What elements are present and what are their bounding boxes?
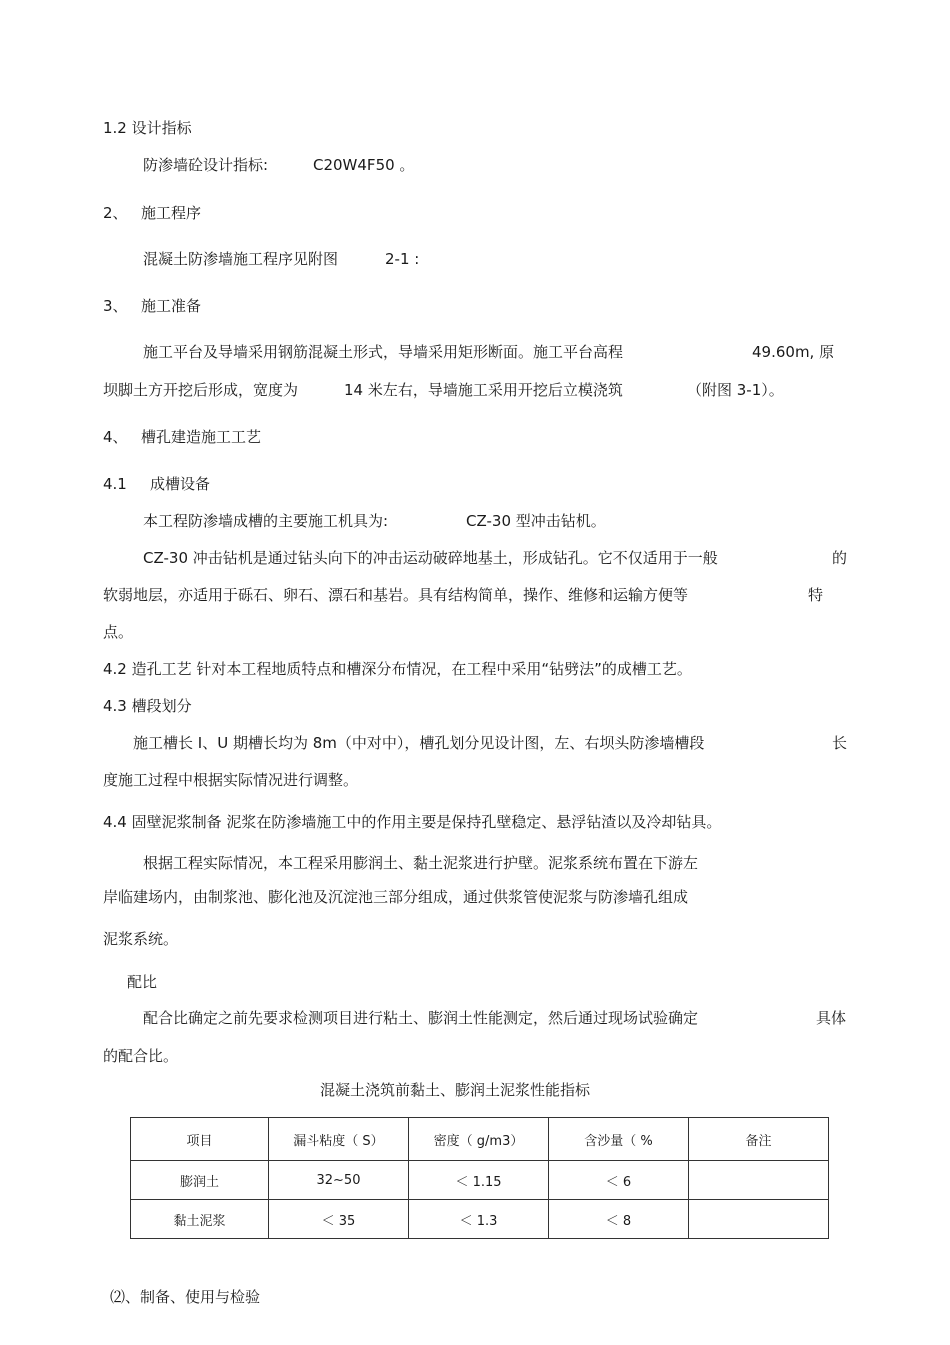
table-cell: ＜ 1.15 xyxy=(409,1161,549,1200)
subsection-2-heading: ⑵、制备、使用与检验 xyxy=(110,1288,261,1306)
section-4-number: 4、 xyxy=(103,428,128,446)
table-cell: ＜ 35 xyxy=(269,1200,409,1239)
mud-line-2: 岸临建场内，由制浆池、膨化池及沉淀池三部分组成，通过供浆管使泥浆与防渗墙孔组成 xyxy=(103,888,689,906)
ratio-line-2: 的配合比。 xyxy=(103,1047,179,1065)
prep-paragraph-line-2a: 坝脚土方开挖后形成，宽度为 xyxy=(103,381,299,399)
table-cell xyxy=(689,1200,829,1239)
slot-line-1a: 施工槽长 Ⅰ、U 期槽长均为 8m（中对中），槽孔划分见设计图，左、右坝头防渗墙槽段 xyxy=(133,734,705,752)
slot-line-2: 度施工过程中根据实际情况进行调整。 xyxy=(103,771,359,789)
equipment-line-2a: CZ-30 冲击钻机是通过钻头向下的冲击运动破碎地基土，形成钻孔。它不仅适用于一般 xyxy=(143,549,718,567)
table-header-cell: 备注 xyxy=(689,1118,829,1161)
section-2-title: 施工程序 xyxy=(141,204,202,222)
section-4-title: 槽孔建造施工工艺 xyxy=(141,428,262,446)
section-2-number: 2、 xyxy=(103,204,128,222)
table-cell: ＜ 8 xyxy=(549,1200,689,1239)
section-4-2-paragraph: 4.2 造孔工艺 针对本工程地质特点和槽深分布情况，在工程中采用“钻劈法”的成槽工艺。 xyxy=(103,660,692,678)
table-header-cell: 密度（ g/m3） xyxy=(409,1118,549,1161)
prep-paragraph-line-2c: （附图 3-1）。 xyxy=(687,381,784,399)
section-3-number: 3、 xyxy=(103,297,128,315)
design-index-value: C20W4F50 。 xyxy=(313,156,415,174)
table-cell: 32~50 xyxy=(269,1161,409,1200)
table-cell: 膨润土 xyxy=(131,1161,269,1200)
table-row xyxy=(131,1200,829,1239)
equipment-line-3a: 软弱地层，亦适用于砾石、卵石、漂石和基岩。具有结构简单，操作、维修和运输方便等 xyxy=(103,586,689,604)
mud-performance-table xyxy=(130,1117,829,1239)
mud-line-3: 泥浆系统。 xyxy=(103,930,179,948)
ratio-heading: 配比 xyxy=(127,973,158,991)
table-cell xyxy=(689,1161,829,1200)
section-3-title: 施工准备 xyxy=(141,297,202,315)
section-4-1-title: 成槽设备 xyxy=(150,475,211,493)
procedure-text: 混凝土防渗墙施工程序见附图 xyxy=(143,250,339,268)
table-cell: ＜ 1.3 xyxy=(409,1200,549,1239)
equipment-line-1a: 本工程防渗墙成槽的主要施工机具为: xyxy=(143,512,389,530)
slot-line-1b: 长 xyxy=(832,734,848,752)
section-1-2-heading: 1.2 设计指标 xyxy=(103,119,192,137)
section-4-3-heading: 4.3 槽段划分 xyxy=(103,697,192,715)
design-index-label: 防渗墙砼设计指标: xyxy=(143,156,269,174)
table-header-cell: 含沙量（ % xyxy=(549,1118,689,1161)
table-header-cell: 漏斗粘度（ S） xyxy=(269,1118,409,1161)
prep-paragraph-line-2b: 14 米左右，导墙施工采用开挖后立模浇筑 xyxy=(344,381,623,399)
table-header-row xyxy=(131,1118,829,1161)
table-row xyxy=(131,1161,829,1200)
table-cell: 黏土泥浆 xyxy=(131,1200,269,1239)
table-cell: ＜ 6 xyxy=(549,1161,689,1200)
table-caption: 混凝土浇筑前黏土、膨润土泥浆性能指标 xyxy=(320,1081,591,1099)
equipment-line-1b: CZ-30 型冲击钻机。 xyxy=(466,512,606,530)
section-4-4-paragraph: 4.4 固壁泥浆制备 泥浆在防渗墙施工中的作用主要是保持孔壁稳定、悬浮钻渣以及冷却钻具。 xyxy=(103,813,722,831)
equipment-line-3b: 特 xyxy=(808,586,824,604)
equipment-line-2b: 的 xyxy=(832,549,848,567)
procedure-figure-ref: 2-1 : xyxy=(385,250,420,268)
ratio-line-1b: 具体 xyxy=(816,1009,847,1027)
ratio-line-1a: 配合比确定之前先要求检测项目进行粘土、膨润土性能测定，然后通过现场试验确定 xyxy=(143,1009,699,1027)
section-4-1-number: 4.1 xyxy=(103,475,127,493)
prep-paragraph-line-1a: 施工平台及导墙采用钢筋混凝土形式，导墙采用矩形断面。施工平台高程 xyxy=(143,343,624,361)
table-header-cell: 项目 xyxy=(131,1118,269,1161)
mud-line-1: 根据工程实际情况，本工程采用膨润土、黏土泥浆进行护壁。泥浆系统布置在下游左 xyxy=(143,854,699,872)
equipment-line-4: 点。 xyxy=(103,623,134,641)
prep-paragraph-line-1b: 49.60m, 原 xyxy=(752,343,835,361)
